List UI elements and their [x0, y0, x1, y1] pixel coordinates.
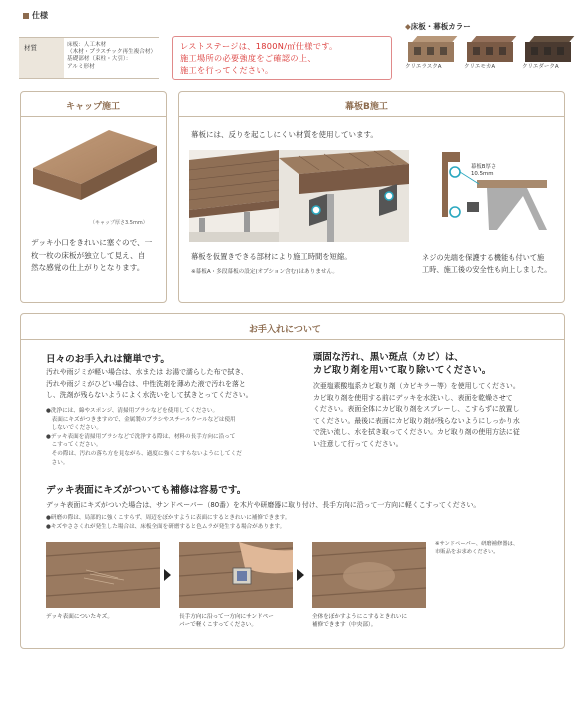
- daily-note-line: その際は、汚れの落ち方を見ながら、過度に強くこすらないようにしてくだ: [46, 450, 242, 457]
- spec-line: アルミ形材: [67, 63, 95, 70]
- diamond-icon: ◆: [405, 22, 411, 31]
- cap-dimension: （キャップ厚さ3.5mm）: [90, 220, 148, 226]
- color-swatches: [405, 0, 575, 80]
- side-note-line: 市販品をお求めください。: [435, 549, 499, 555]
- swatch-light: [408, 36, 454, 62]
- spec-table: [19, 37, 159, 79]
- photo-caption: パーで軽くこすってください。: [179, 622, 257, 629]
- photo-caption: 全体をぼかすようにこするときれいに: [312, 614, 408, 620]
- spec-value-cell: [67, 42, 162, 71]
- fascia-intro: 幕板には、反りを起こしにくい材質を使用しています。: [191, 130, 378, 139]
- daily-note-line: こすってください。: [46, 442, 102, 449]
- cap-section: [20, 91, 167, 303]
- swatch-name: クリエラスクA: [405, 64, 442, 70]
- cap-title: キャップ施工: [66, 102, 121, 112]
- mold-heading-line: カビ取り剤を用いて取り除いてください。: [313, 365, 492, 376]
- mold-body-line: い注意して行ってください。: [313, 439, 403, 448]
- mold-body-line: 次亜塩素酸塩系カビ取り剤（カビキラー等）を使用してください。: [313, 382, 520, 390]
- cap-body-line: 然な感覚の仕上がりとなります。: [31, 263, 145, 272]
- notice-line: レストステージは、1800N/㎡仕様です。: [180, 41, 338, 51]
- square-bullet-icon: [23, 13, 29, 19]
- daily-body-line: し、洗剤が残らないようによく水洗いをして拭きとってください。: [46, 391, 253, 399]
- photo-caption: 補修できます（中央部）。: [312, 622, 377, 629]
- spec-label: 材質: [24, 44, 37, 52]
- daily-body-line: 汚れや雨ジミが軽い場合は、水または お湯で濡らした布で拭き、: [46, 368, 248, 376]
- care-section: [20, 313, 565, 649]
- repair-photo-sanding: [179, 542, 293, 608]
- swatch-name: クリエダークA: [522, 64, 559, 70]
- color-title: ◆床板・幕板カラー: [405, 22, 471, 31]
- photo-caption: 長手方向に沿って一方向にサンドペー: [179, 614, 274, 620]
- fascia-section: [178, 91, 565, 303]
- daily-note-line: しないでください。: [46, 425, 102, 432]
- swatch-name: クリエモカA: [464, 64, 496, 70]
- care-title: お手入れについて: [249, 325, 321, 335]
- fascia-left-text: 幕板を仮置きできる部材により施工時間を短縮。: [191, 252, 352, 261]
- thickness-label: 幕板B厚さ: [471, 164, 497, 170]
- photo-caption: デッキ表面についたキズ。: [46, 614, 113, 620]
- repair-heading: デッキ表面にキズがついても補修は容易です。: [46, 485, 247, 496]
- notice-line: 施工場所の必要強度をご確認の上、: [180, 53, 316, 63]
- daily-note-line: ●洗浄には、綿やスポンジ、清掃用ブラシなどを使用してください。: [46, 408, 219, 414]
- daily-heading: 日々のお手入れは簡単です。: [46, 354, 170, 365]
- side-note-line: ※サンドペーパー、研磨補修器は、: [435, 541, 519, 547]
- repair-note-line: ●研磨の際は、局部的に強くこすらず、周辺をぼかすように表面にするときれいに補修できます。: [46, 515, 291, 521]
- swatch-mocha: [467, 36, 513, 62]
- mold-body-line: てください。最後に表面にカビ取り剤が残らないようにしっかり水: [313, 416, 520, 425]
- spec-line: 床板：人工木材: [67, 42, 107, 48]
- mold-body-line: で洗い流し、水を拭き取ってください。カビ取り剤の使用方法に従: [313, 428, 520, 436]
- swatch-dark: [525, 36, 571, 62]
- arrow-right-icon: [297, 569, 304, 581]
- fascia-photo-2: [279, 150, 409, 242]
- mold-heading-line: 頑固な汚れ、黒い斑点（カビ）は、: [313, 352, 464, 363]
- mold-body-line: カビ取り剤を使用する前にデッキを水洗いし、表面を乾燥させて: [313, 393, 513, 402]
- cap-board-image: [29, 126, 159, 206]
- spec-title: 仕様: [23, 10, 48, 21]
- daily-note-line: 表面にキズがつきますので、金属製のブラシやスチールウールなどは使用: [46, 416, 236, 423]
- fascia-photo-1: [189, 150, 279, 242]
- repair-photo-result: [312, 542, 426, 608]
- cap-body-line: デッキ小口をきれいに塞ぐので、一: [31, 238, 153, 247]
- fascia-right-line: ネジの先端を保護する機能も付いて施: [422, 253, 545, 262]
- arrow-right-icon: [164, 569, 171, 581]
- mold-body-line: ください。表面全体にカビ取り剤をスプレーし、こすらずに放置し: [313, 405, 520, 413]
- fascia-title: 幕板B施工: [345, 102, 388, 112]
- daily-note-line: さい。: [46, 459, 69, 466]
- thickness-value: 10.5mm: [471, 171, 494, 177]
- fascia-left-note: ※幕板A・多段幕板の設定(オプション含む)はありません。: [191, 269, 338, 275]
- cap-body-line: 枚一枚の床板が独立して見え、自: [31, 250, 146, 260]
- strength-notice: [172, 36, 392, 80]
- daily-body-line: 汚れや雨ジミがひどい場合は、中性洗剤を薄めた液で汚れを落と: [46, 379, 246, 388]
- spec-line: 基礎部材（束柱・大引）：: [67, 56, 132, 63]
- repair-photo-scratch: [46, 542, 160, 608]
- repair-body: デッキ表面にキズがついた場合は、サンドペーパー（80番）を木片や研磨器に取り付け、長手方向に沿って一方向に軽くこすってください。: [46, 501, 481, 509]
- repair-note-line: ●キズやささくれが発生した場合は、床板全面を研磨すると色ムラが発生する場合があります。: [46, 523, 286, 530]
- fascia-right-line: 工時、施工後の安全性も向上しました。: [422, 265, 552, 274]
- daily-note-line: ●デッキ表面を清掃用ブラシなどで洗浄する際は、材料の長手方向に沿って: [46, 433, 236, 440]
- spec-line: （木材・プラスチック再生複合材）: [67, 49, 157, 56]
- notice-line: 施工を行ってください。: [180, 65, 274, 75]
- spec-label-cell: [19, 38, 64, 78]
